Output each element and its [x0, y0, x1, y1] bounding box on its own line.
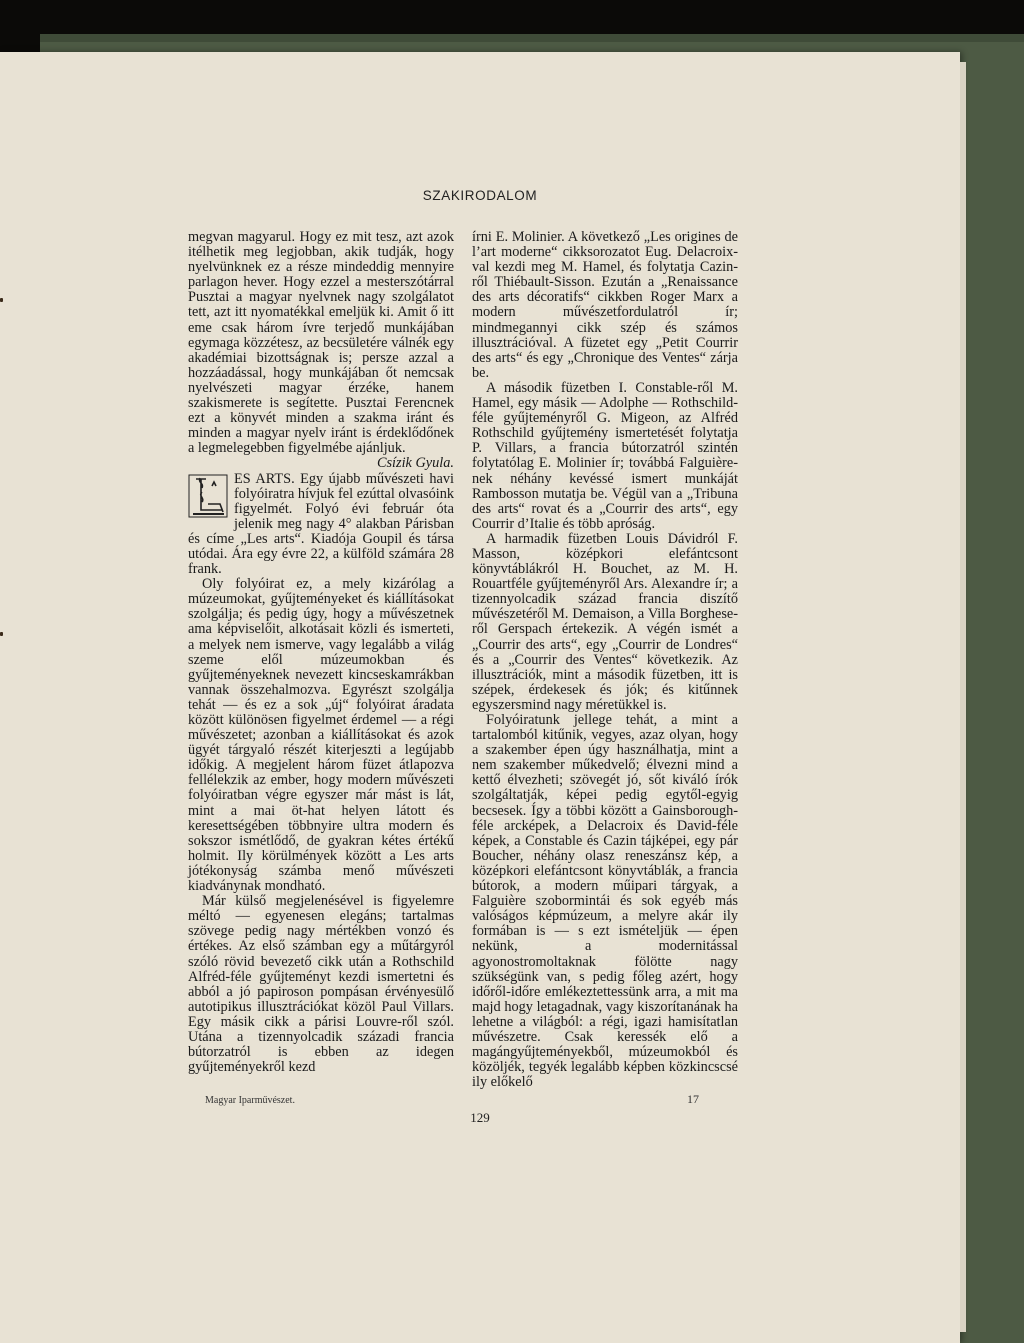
paragraph: A második füzetben I. Constable-ről M. Hamel, egy másik — Adolphe — Rothschild-féle gyűjteményről G. Migeon, az Alfréd Rothschild gyűjtemény ismertetését folytatja P. Villars, a francia bútorzatról szintén folytatólag E. Molinier ír; továbbá Falguière-nek néhány kevéssé ismert munkáját Rambosson mutatja be. Végül van a „Tribuna des arts“ rovat és a „Courrir des arts“, egy Courrir d’Italie és több apróság.: [472, 379, 738, 532]
signature-mark: 17: [687, 1092, 699, 1106]
drop-cap-l-icon: [188, 474, 228, 518]
margin-mark: [0, 632, 3, 636]
cover-edge: [40, 34, 1024, 42]
les-arts-text: ES ARTS. Egy újabb művészeti havi folyóiratra hívjuk fel ezúttal olvasóink figyelmét. Folyó évi február óta jelenik meg nagy 4° alakban Párisban és címe „Les arts“. Kiadója Goupil és társa utódai. Ára egy évre 22, a külföld számára 28 frank.: [188, 470, 454, 578]
drop-cap-ornament: [188, 474, 228, 518]
les-arts-paragraph: [188, 472, 454, 578]
author-signature: Csízik Gyula.: [376, 455, 454, 472]
page-header: SZAKIRODALOM: [422, 188, 538, 203]
paragraph: megvan magyarul. Hogy ez mit tesz, azt azok itélhetik meg legjobban, akik tudják, hogy nyelvünknek ez a része mindeddig mennyire parlagon hever. Hogy ezzel a mesterszótárral Pusztai a magyar nyelvnek nagy szolgálatot tett, azt itt nyomatékkal emeljük ki. Amit ő itt eme csak három ívre terjedő munkájában egymaga közzétesz, az becsületére válnék egy akadémiai bizottságnak is; persze azzal a hozzáadással, hogy munkájában őt nemcsak nyelvészeti magyar érzéke, hanem szakismerete is segítette. Pusztai Ferencnek ezt a könyvét minden a szakma iránt és minden a magyar nyelv iránt is érdeklődőnek a legmelegebben figyelmébe ajánljuk.: [188, 229, 454, 457]
page-number: 129: [470, 1110, 490, 1125]
right-column: [472, 230, 738, 1090]
paragraph: írni E. Molinier. A következő „Les origines de l’art moderne“ cikksorozatot Eug. Delacroix-val kezdi meg M. Hamel, és folytatja Cazin-ről Thiébault-Sisson. Ezután a „Renaissance des arts décoratifs“ cikkben Roger Marx a modern művészetfordulatról ír; mindmegannyi cikk szép és számos illusztrációval. A füzetet egy „Petit Courrir des arts“ és egy „Chronique des Ventes“ zárja be.: [472, 229, 738, 381]
paragraph: Folyóiratunk jellege tehát, a mint a tartalomból kitűnik, vegyes, azaz olyan, hogy a szakember épen úgy használhatja, mint a nem szakember műkedvelő; élvezni mind a kettő élvezheti; szövegét jó, sőt kiváló írók szolgáltatják, képei pedig egytől-egyig becsesek. Így a többi között a Gainsborough-féle arcképek, a Delacroix és David-féle képek, a Constable és Cazin tájképei, egy pár Boucher, néhány olasz reneszánsz kép, a középkori elefántcsont könyvtáblák, a francia bútorok, a modern műipari tárgyak, a Falguière szobormintái és sok egyéb más valóságos képmúzeum, a melyre akár ily formában is — s ezt ismételjük — épen nekünk, a modernitással agyonostromoltaknak fölötte nagy szükségünk van, s pedig főleg azért, hogy időről-időre emlékeztettessünk arra, a mit ma majd hogy letagadnak, vagy kiszorítanának ha lehetne a világból: a régi, igazi hamisítatlan művészetre. Csak keressék elő a magángyűjteményekből, múzeumokból és közöljék, tegyék legalább képben közkincscsé ily előkelő: [472, 712, 738, 1091]
left-column: [188, 230, 454, 1075]
paragraph: A harmadik füzetben Louis Dávidról F. Masson, középkori elefántcsont könyvtáblákról H. Bouchet, az M. H. Rouartféle gyűjteményről Ars. Alexandre ír; a tizennyolcadik század francia diszítő művészetéről M. Demaison, a Villa Borghese-ről Gerspach értekezik. A végén ismét a „Courrir des arts“, egy „Courrir de Londres“ és a „Courrir des Ventes“ következik. Az illusztrációk, mint a második füzetben, itt is szépek, érdekesek és jók; és kitűnnek egyszersmind nagy méretükkel is.: [472, 530, 738, 713]
paragraph: Oly folyóirat ez, a mely kizárólag a múzeumokat, gyűjteményeket és kiállításokat szolgálja; és pedig úgy, hogy a művészetnek ama képviselőit, alkotásait közli és ismerteti, a melyek nem ismerve, vagy legalább a világ szeme elől múzeumokban és gyűjteményeknek nevezett kincseskamrákban vannak összehalmozva. Egyrészt szolgálja tehát — és ez a sok „új“ folyóirat áradata között különösen figyelmet érdemel — a régi művészetet; azonban a kiállításokat és azok ügyét tárgyaló részét kiterjeszti a legújabb időkig. A megjelent három füzet átlapozva fellélekzik az ember, hogy modern művészeti folyóiratban végre egyszer már mást is lát, mint a mai öt-hat helyen látott és keresettségében többnyire ultra modern és sokszor ismétlődő, de gyakran kétes értékű holmit. Ily körülmények között a Les arts jótékonyság számba menő művészeti kiadványnak mondható.: [188, 576, 454, 895]
paragraph: Már külső megjelenésével is figyelemre méltó — egyenesen elegáns; tartalmas szövege pedig nagy mértékben vonzó és értékes. Az első számban egy a műtárgyról szóló rövid bevezető cikk után a Rothschild Alfréd-féle gyűjteményt kezdi ismertetni és abból a jó papiroson pompásan érvényesülő autotipikus illusztrációkat közöl Paul Villars. Egy másik cikk a párisi Louvre-ről szól. Utána a tizennyolcadik századi francia bútorzatról is ebben az idegen gyűjteményekről kezd: [188, 893, 454, 1076]
margin-mark: [0, 298, 3, 302]
publication-name: Magyar Iparművészet.: [205, 1095, 295, 1106]
book-page: [0, 52, 960, 1343]
page-edge: [960, 62, 966, 1332]
